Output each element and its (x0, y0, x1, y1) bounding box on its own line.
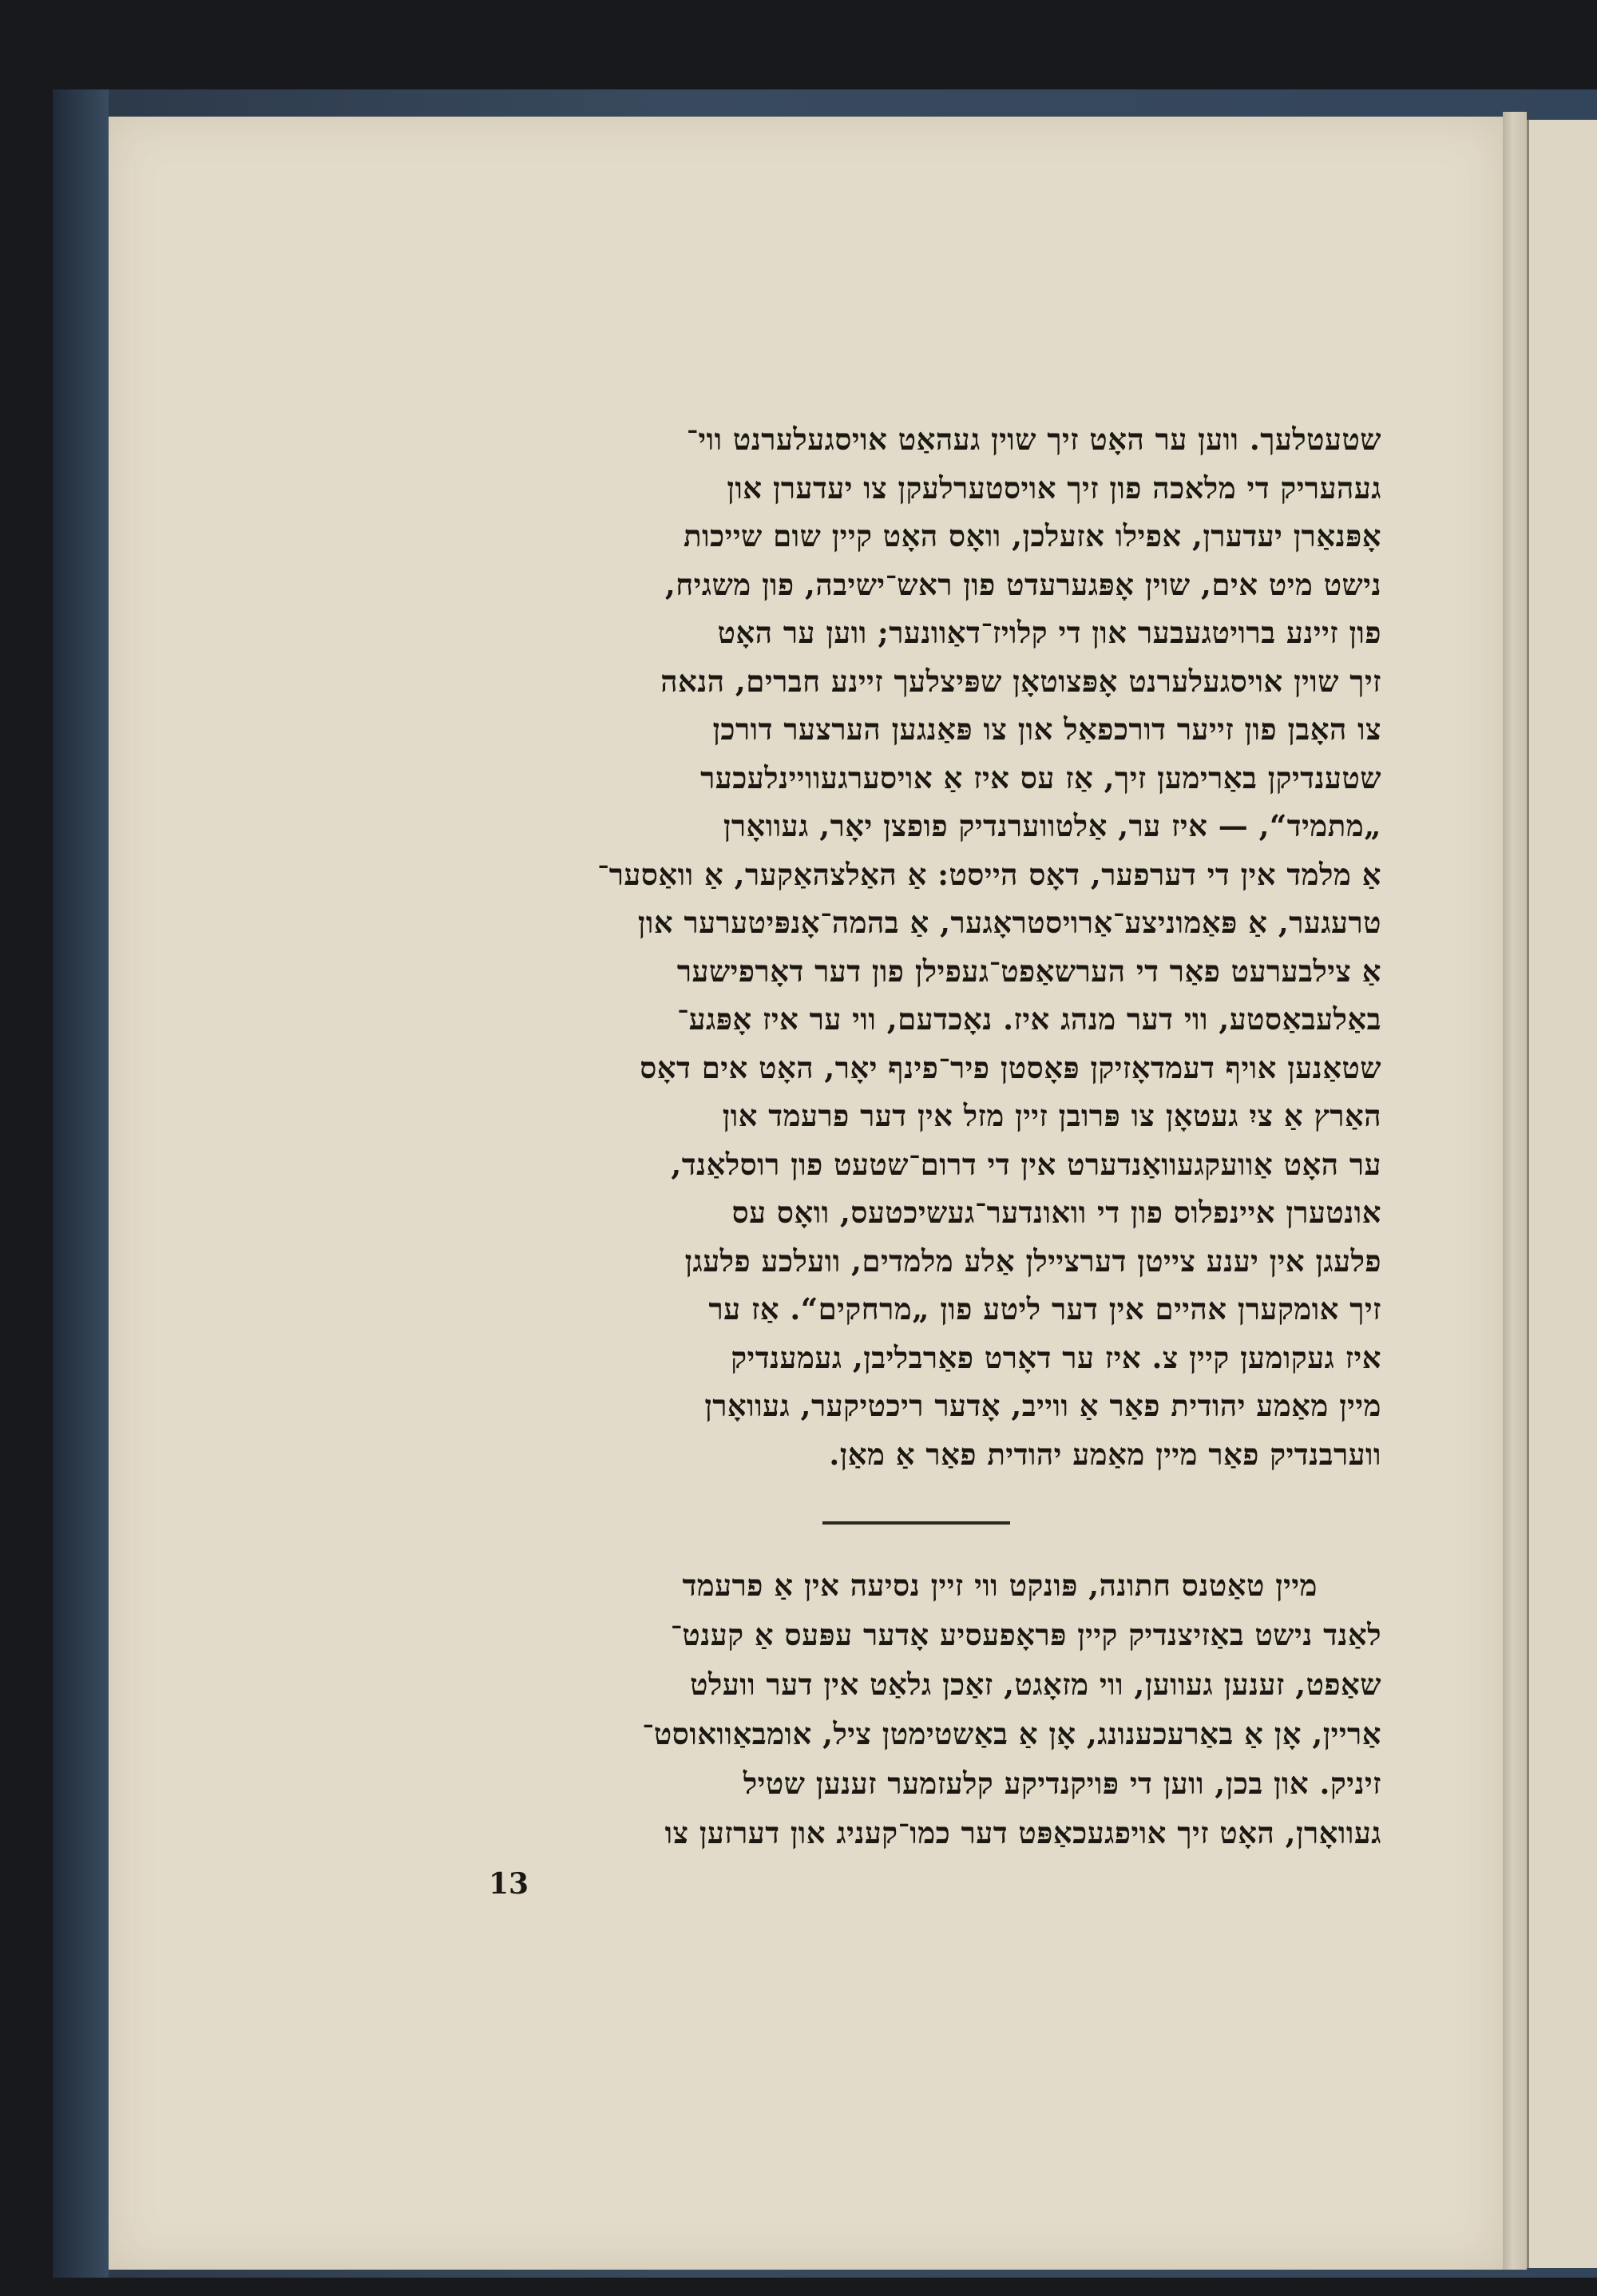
book-spine (53, 89, 109, 2278)
text-line: לאַנד נישט באַזיצנדיק קיין פּראָפעסיע אָדער עפּעס אַ קענט־ (670, 1617, 1381, 1652)
text-line: נישט מיט אים, שוין אָפּגערעדט פון ראש־ישיבה, פון משגיח, (664, 566, 1381, 602)
text-line: האַרץ אַ ציִ געטאָן צו פּרובן זיין מזל אין דער פרעמד און (722, 1098, 1381, 1133)
facing-page-edge (1527, 120, 1597, 2268)
text-line: שטעטלעך. ווען ער האָט זיך שוין געהאַט אויסגעלערנט ווי־ (686, 422, 1381, 457)
paragraph-1 (437, 415, 1381, 1478)
section-divider (822, 1521, 1010, 1525)
text-line: צו האָבן פון זייער דורכפאַל און צו פּאַנגען הערצער דורכן (712, 712, 1381, 747)
text-line: באַלעבאַסטע, ווי דער מנהג איז. נאָכדעם, ווי ער איז אָפּגע־ (676, 1001, 1381, 1037)
text-line: פלעגן אין יענע צייטן דערציילן אַלע מלמדים, וועלכע פלעגן (684, 1243, 1381, 1279)
page-gutter (1503, 112, 1527, 2270)
text-line: ווערבנדיק פאַר מיין מאַמע יהודית פאַר אַ מאַן. (829, 1436, 1381, 1472)
paragraph-2 (437, 1560, 1381, 1858)
text-line: געהעריק די מלאכה פון זיך אויסטערלעקן צו יעדערן און (727, 470, 1381, 506)
text-line: מיין מאַמע יהודית פאַר אַ ווייב, אָדער ריכטיקער, געוואָרן (704, 1388, 1381, 1423)
text-line: ער האָט אַוועקגעוואַנדערט אין די דרום־שטעט פון רוסלאַנד, (671, 1146, 1381, 1182)
text-line: זיך שוין אויסגעלערנט אָפּצוטאָן שפּיצלעך זיינע חברים, הנאה (660, 663, 1381, 699)
page-number: 13 (489, 1867, 529, 1901)
text-line: איז געקומען קיין צ. איז ער דאָרט פאַרבליבן, געמענדיק (731, 1339, 1381, 1375)
text-line: אַ מלמד אין די דערפער, דאָס הייסט: אַ האַלצהאַקער, אַ וואַסער־ (597, 856, 1381, 892)
text-line: אַריין, אָן אַ באַרעכענונג, אָן אַ באַשטימטן ציל, אומבאַוואוסט־ (642, 1716, 1381, 1751)
text-line: „מתמיד“, — איז ער, אַלטווערנדיק פופצן יאָר, געוואָרן (723, 808, 1381, 843)
text-line: געוואָרן, האָט זיך אויפגעכאַפּט דער כמו־קעניג און דערזען צו (664, 1815, 1381, 1850)
text-line: אַ צילבערעט פאַר די הערשאַפט־געפילן פון דער דאָרפישער (676, 953, 1381, 989)
text-line: שטאַנען אויף דעמדאָזיקן פּאָסטן פיר־פינף יאָר, האָט אים דאָס (640, 1049, 1381, 1085)
text-line: זיך אומקערן אהיים אין דער ליטע פון „מרחקים“. אַז ער (708, 1291, 1381, 1326)
text-line: אונטערן איינפלוס פון די וואונדער־געשיכטעס, וואָס עס (731, 1195, 1381, 1230)
text-line: זיניק. און בכן, ווען די פּויקנדיקע קלעזמער זענען שטיל (743, 1766, 1381, 1801)
text-line: פון זיינע ברויטגעבער און די קלויז־דאַוונער; ווען ער האָט (717, 615, 1381, 650)
text-line: מיין טאַטנס חתונה, פּונקט ווי זיין נסיעה אין אַ פרעמד (682, 1568, 1318, 1603)
text-line: אָפּנאַרן יעדערן, אפילו אזעלכן, וואָס האָט קיין שום שייכות (684, 518, 1381, 553)
text-line: שטענדיקן באַרימען זיך, אַז עס איז אַ אויסערגעוויינלעכער (700, 759, 1381, 795)
text-line: שאַפט, זענען געווען, ווי מזאָגט, זאַכן גלאַט אין דער וועלט (690, 1667, 1381, 1702)
text-line: טרעגער, אַ פּאַמוניצע־אַרויסטראָגער, אַ בהמה־אָנפּיטערער און (637, 905, 1381, 940)
